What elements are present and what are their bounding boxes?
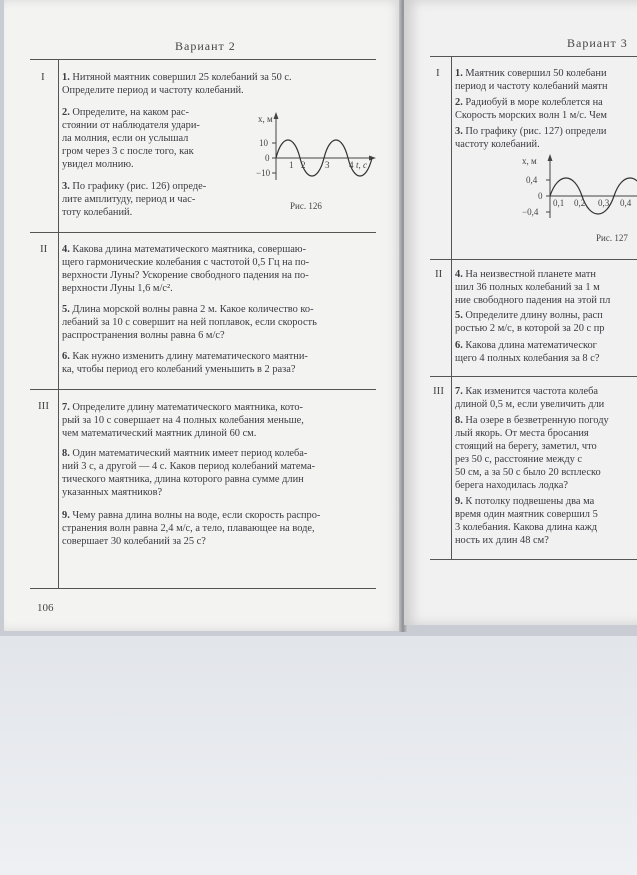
left-page (4, 0, 402, 631)
task-number: 4. (62, 244, 70, 255)
section-divider (30, 389, 376, 390)
task-line: стоянии от наблюдателя удари- (62, 120, 200, 132)
task-number: 3. (62, 181, 70, 192)
task-line: Определите длину волны, расп (465, 310, 603, 321)
task-number: 4. (455, 269, 463, 280)
task-line: чем математический маятник длиной 60 см. (62, 428, 257, 440)
task-line: совершает 30 колебаний за 25 с? (62, 536, 206, 548)
task-8 (62, 447, 384, 499)
task-line: К потолку подвешены два ма (465, 496, 595, 507)
task-6 (455, 339, 637, 365)
y-tick-label: 0 (265, 153, 270, 163)
task-line: Маятник совершил 50 колебани (465, 68, 607, 79)
task-line: тического маятника, длина которого равна сумме длин (62, 474, 304, 486)
task-line: Определите длину математического маятника, кото- (72, 402, 303, 413)
section-number: III (38, 400, 49, 412)
task-line: щего гармонические колебания с частотой 0,5 Гц на по- (62, 257, 310, 269)
x-tick-label: 0,2 (574, 198, 586, 208)
task-line: ростью 2 м/с, в которой за 20 с пр (455, 323, 605, 335)
task-2 (62, 106, 248, 171)
y-axis-arrow (274, 112, 279, 119)
section-number: II (435, 268, 443, 280)
task-line: указанных маятников? (62, 487, 163, 499)
task-line: лите амплитуду, период и час- (62, 194, 196, 206)
x-tick-label: 0,3 (598, 198, 610, 208)
task-line: рый за 10 с совершает на 4 полных колебания меньше, (62, 415, 304, 427)
task-line: Как изменится частота колеба (465, 386, 599, 397)
task-number: 3. (455, 126, 463, 137)
y-tick-label: −10 (256, 168, 271, 178)
task-6 (62, 350, 384, 376)
task-number: 2. (62, 107, 70, 118)
task-line: Скорость морских волн 1 м/с. Чем (455, 110, 608, 122)
right-page (404, 0, 637, 625)
page-number: 106 (37, 602, 54, 614)
task-number: 7. (455, 386, 463, 397)
task-line: лый якорь. От места бросания (455, 428, 589, 440)
task-line: гром через 3 с после того, как (62, 146, 194, 158)
task-1 (62, 71, 382, 97)
section-number: I (436, 67, 440, 79)
task-line: 3 колебания. Какова длина кажд (455, 522, 598, 534)
task-5 (62, 303, 384, 342)
task-line: длиной 0,5 м, если увеличить дли (455, 399, 605, 411)
task-number: 5. (455, 310, 463, 321)
task-line: частоту колебаний. (455, 139, 540, 151)
task-9 (62, 509, 384, 548)
column-divider (451, 56, 452, 560)
task-line: рез 50 с, расстояние между с (455, 454, 583, 466)
task-1 (455, 67, 637, 93)
task-5 (455, 309, 637, 335)
y-tick-label: 0,4 (526, 175, 538, 185)
section-divider (30, 588, 376, 589)
task-line: тоту колебаний. (62, 207, 133, 219)
x-tick-label: 4 (349, 160, 354, 170)
task-line: верхности Луны? Ускорение свободного падения на по- (62, 270, 309, 282)
task-4 (455, 268, 637, 307)
task-3 (455, 125, 637, 151)
task-number: 8. (455, 415, 463, 426)
task-number: 6. (62, 351, 70, 362)
task-line: Какова длина математического маятника, совершаю- (72, 244, 307, 255)
section-divider (30, 59, 376, 60)
task-number: 7. (62, 402, 70, 413)
task-line: время один маятник совершил 5 (455, 509, 598, 521)
task-line: странения волн равна 2,4 м/с, а тело, плавающее на воде, (62, 523, 315, 535)
y-axis-arrow (548, 154, 553, 161)
task-line: ка, чтобы период его колебаний уменьшить в 2 раза? (62, 364, 296, 376)
task-number: 5. (62, 304, 70, 315)
task-number: 1. (455, 68, 463, 79)
task-line: Длина морской волны равна 2 м. Какое количество ко- (72, 304, 314, 315)
task-line: увидел молнию. (62, 159, 134, 171)
figure-127-graph (514, 152, 637, 222)
variant-header: Вариант 2 (175, 39, 236, 53)
task-line: 50 см, а за 50 с было 20 всплеско (455, 467, 601, 479)
task-line: ние свободного падения на этой пл (455, 295, 611, 307)
y-tick-label: 0 (538, 191, 543, 201)
task-number: 9. (455, 496, 463, 507)
task-line: ность их длин 48 см? (455, 535, 549, 547)
task-line: верхности Луны 1,6 м/с². (62, 283, 173, 295)
figure-caption: Рис. 127 (596, 233, 628, 243)
task-7 (62, 401, 384, 440)
task-line: Как нужно изменить длину математического маятни- (72, 351, 308, 362)
task-line: шил 36 полных колебаний за 1 м (455, 282, 600, 294)
task-line: На озере в безветренную погоду (465, 415, 609, 426)
task-line: Определите, на каком рас- (72, 107, 189, 118)
y-tick-label: −0,4 (522, 207, 539, 217)
x-axis-label: t, с (356, 160, 367, 170)
task-line: Один математический маятник имеет период колеба- (72, 448, 308, 459)
table-surface (0, 636, 637, 875)
task-line: период и частоту колебаний маятн (455, 81, 608, 93)
task-line: Определите период и частоту колебаний. (62, 85, 244, 97)
task-number: 9. (62, 510, 70, 521)
section-divider (430, 559, 637, 560)
variant-header: Вариант 3 (567, 36, 628, 50)
task-number: 1. (62, 72, 70, 83)
task-line: По графику (рис. 126) опреде- (72, 181, 207, 192)
x-tick-label: 3 (325, 160, 330, 170)
section-number: I (41, 71, 45, 83)
task-3 (62, 180, 248, 219)
task-line: Нитяной маятник совершил 25 колебаний за 50 с. (72, 72, 292, 83)
task-line: стоящий на берегу, заметил, что (455, 441, 597, 453)
task-number: 6. (455, 340, 463, 351)
section-number: II (40, 243, 48, 255)
task-8 (455, 414, 637, 493)
task-line: распространения волны равна 6 м/с? (62, 330, 225, 342)
column-divider (58, 59, 59, 589)
task-4 (62, 243, 384, 295)
task-line: ний 3 с, а другой — 4 с. Каков период колебаний матема- (62, 461, 316, 473)
task-line: щего 4 полных колебания за 8 с? (455, 353, 600, 365)
task-number: 8. (62, 448, 70, 459)
section-number: III (433, 385, 444, 397)
y-axis-label: x, м (522, 156, 537, 166)
task-2 (455, 96, 637, 122)
figure-126-graph (252, 110, 380, 190)
task-9 (455, 495, 637, 547)
task-line: берега находилась лодка? (455, 480, 568, 492)
task-line: По графику (рис. 127) определи (465, 126, 607, 137)
y-tick-label: 10 (259, 138, 268, 148)
x-tick-label: 0,4 (620, 198, 632, 208)
x-tick-label: 2 (301, 160, 306, 170)
task-line: ла молния, если он услышал (62, 133, 189, 145)
x-tick-label: 0,1 (553, 198, 565, 208)
section-divider (430, 56, 637, 57)
figure-caption: Рис. 126 (290, 201, 322, 211)
task-line: Чему равна длина волны на воде, если скорость распро- (72, 510, 321, 521)
task-line: лебаний за 10 с совершит на ней поплавок, если скорость (62, 317, 317, 329)
task-number: 2. (455, 97, 463, 108)
x-tick-label: 1 (289, 160, 294, 170)
task-line: Радиобуй в море колеблется на (465, 97, 603, 108)
task-line: Какова длина математическог (465, 340, 597, 351)
section-divider (30, 232, 376, 233)
y-axis-label: x, м (258, 114, 273, 124)
task-line: На неизвестной планете матн (465, 269, 596, 280)
task-7 (455, 385, 637, 411)
x-axis-arrow (369, 156, 376, 161)
section-divider (430, 376, 637, 377)
section-divider (430, 259, 637, 260)
